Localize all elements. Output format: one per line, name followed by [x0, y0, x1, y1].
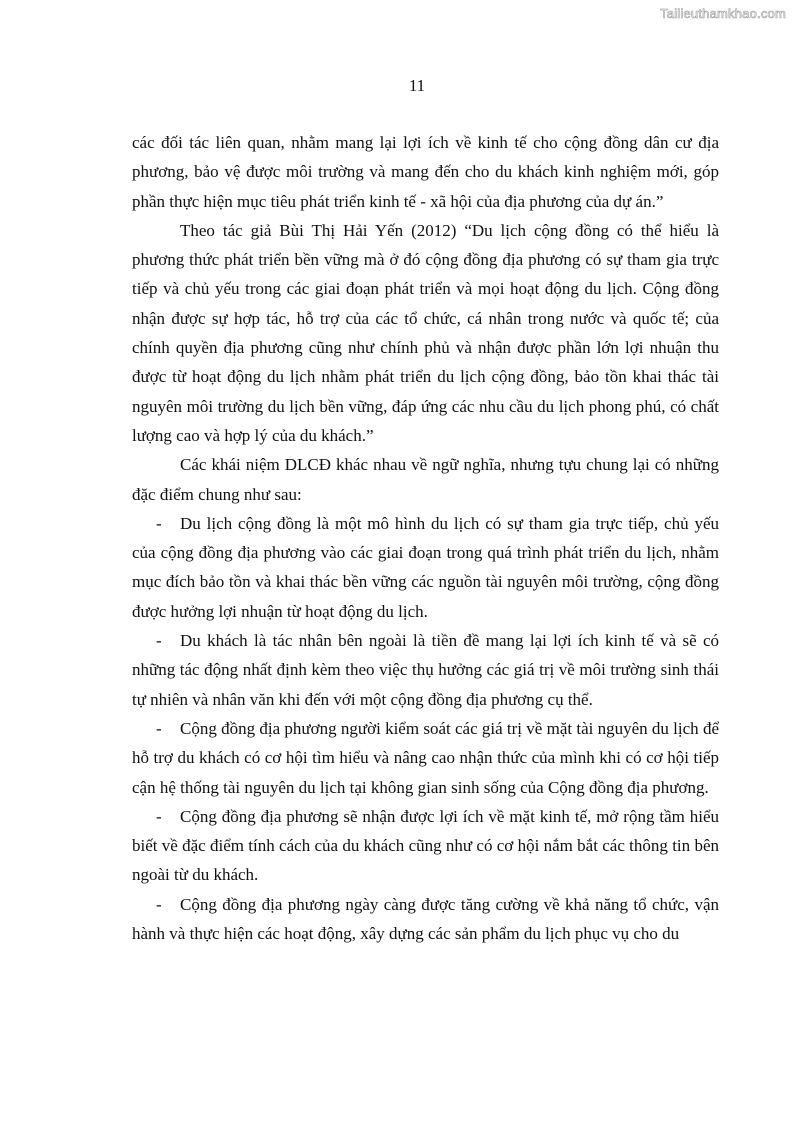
bullet-item-1 [132, 509, 719, 626]
bullet-item-4 [132, 802, 719, 890]
paragraph-definition: Theo tác giả Bùi Thị Hải Yến (2012) “Du lịch cộng đồng có thể hiểu là phương thức phát triển bền vững mà ở đó cộng đồng địa phương có sự tham gia trực tiếp và chủ yếu trong các giai đoạn phát triển và mọi hoạt động du lịch. Cộng đồng nhận được sự hợp tác, hỗ trợ của các tổ chức, cá nhân trong nước và quốc tế; của chính quyền địa phương cũng như chính phủ và nhận được phần lớn lợi nhuận thu được từ hoạt động du lịch nhằm phát triển du lịch cộng đồng, bảo tồn khai thác tài nguyên môi trường du lịch bền vững, đáp ứng các nhu cầu du lịch phong phú, có chất lượng cao và hợp lý của du khách.” [132, 220, 719, 445]
paragraph-intro-features: Các khái niệm DLCĐ khác nhau về ngữ nghĩa, nhưng tựu chung lại có những đặc điểm chung như sau: [132, 455, 719, 504]
bullet-dash: - [156, 806, 162, 826]
document-body [132, 128, 719, 948]
bullet-item-3 [132, 714, 719, 802]
bullet-text: Cộng đồng địa phương ngày càng được tăng cường về khả năng tổ chức, vận hành và thực hiện các hoạt động, xây dựng các sản phẩm du lịch phục vụ cho du [132, 894, 719, 944]
bullet-dash: - [156, 631, 162, 651]
bullet-text: Du lịch cộng đồng là một mô hình du lịch có sự tham gia trực tiếp, chủ yếu của cộng đồng địa phương vào các giai đoạn trong quá trình phát triển du lịch, nhằm mục đích bảo tồn và khai thác bền vững các nguồn tài nguyên môi trường, cộng đồng được hưởng lợi nhuận từ hoạt động du lịch. [132, 513, 719, 621]
bullet-dash: - [156, 513, 162, 533]
bullet-dash: - [156, 718, 162, 738]
bullet-text: Cộng đồng địa phương sẽ nhận được lợi ích về mặt kinh tế, mở rộng tầm hiểu biết về đặc điểm tính cách của du khách cũng như có cơ hội nắm bắt các thông tin bên ngoài từ du khách. [132, 806, 719, 885]
page-number: 11 [408, 76, 426, 95]
bullet-text: Cộng đồng địa phương người kiểm soát các giá trị về mặt tài nguyên du lịch để hỗ trợ du khách có cơ hội tìm hiểu và nâng cao nhận thức của mình khi có cơ hội tiếp cận hệ thống tài nguyên du lịch tại không gian sinh sống của Cộng đồng địa phương. [132, 718, 719, 797]
bullet-dash: - [156, 894, 162, 914]
watermark-text: Tailieuthamkhao.com [660, 6, 786, 21]
paragraph-continuation: các đối tác liên quan, nhằm mang lại lợi ích về kinh tế cho cộng đồng dân cư địa phương, bảo vệ được môi trường và mang đến cho du khách kinh nghiệm mới, góp phần thực hiện mục tiêu phát triển kinh tế - xã hội của địa phương của dự án.” [132, 133, 719, 211]
bullet-item-2 [132, 626, 719, 714]
bullet-item-5 [132, 890, 719, 949]
bullet-text: Du khách là tác nhân bên ngoài là tiền đề mang lại lợi ích kinh tế và sẽ có những tác động nhất định kèm theo việc thụ hưởng các giá trị về môi trường sinh thái tự nhiên và nhân văn khi đến với một cộng đồng địa phương cụ thể. [132, 631, 719, 709]
